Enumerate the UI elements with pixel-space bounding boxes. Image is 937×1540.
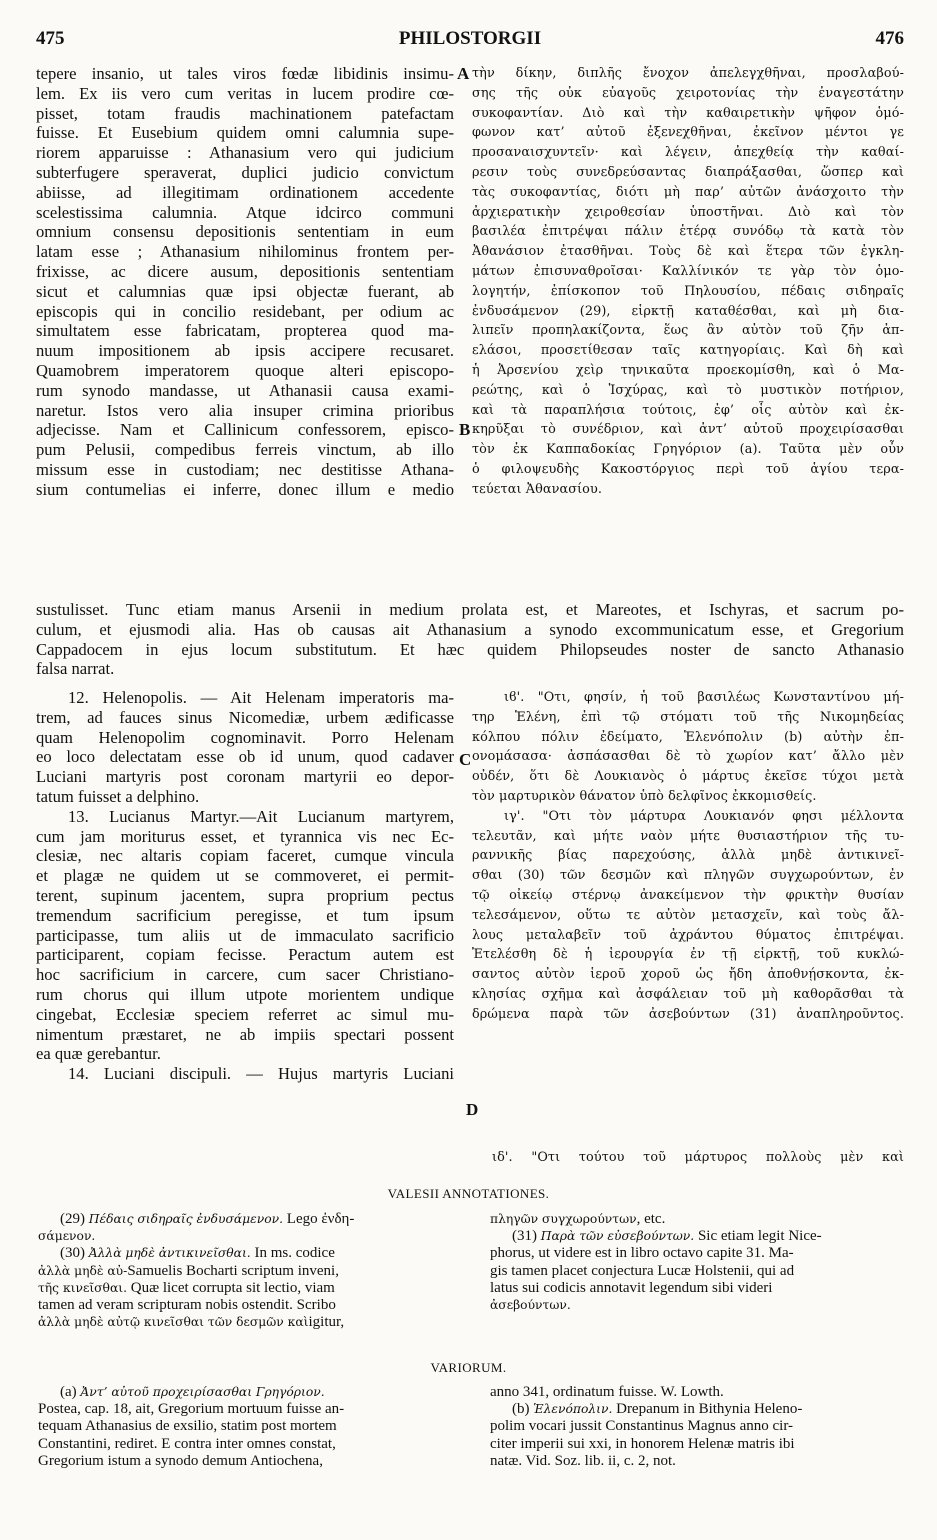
latin-column-mid	[36, 688, 454, 1084]
page-number-right: 476	[875, 28, 904, 49]
greek-column-mid	[472, 688, 904, 1025]
text-line: adjecisse. Nam et Callinicum confessorem, episco-	[36, 420, 454, 440]
text-line: λιπεῖν προπηλακίζοντα, ἕως ἂν αὐτὸν τοῦ ζῆν ἀπ-	[472, 323, 904, 339]
note-text: tamen ad veram scripturam nobis ostendit. Scribo	[38, 1297, 336, 1314]
text-line: cingebat, Ecclesiæ speciem referret ac simul mu-	[36, 1004, 454, 1024]
valesii-heading: VALESII ANNOTATIONES.	[387, 1186, 550, 1201]
text-line: ονομάσασα· ἀσπάσασθαι δὲ τὸ χωρίον κατ’ ἄλλο μὲν	[472, 749, 904, 765]
text-line: ιγ'. "Οτι τὸν μάρτυρα Λουκιανόν φησι μέλλοντα	[504, 808, 904, 824]
note-text: polim vocari jussit Constantinus Magnus anno cir-	[490, 1418, 794, 1435]
text-line: τὸν μαρτυρικὸν θάνατον ὑπὸ δελφῖνος ἐκκομισθείς.	[472, 788, 817, 804]
note-line	[38, 1314, 470, 1331]
note-line	[38, 1384, 470, 1401]
page-number-left: 475	[36, 28, 65, 49]
note-line	[490, 1384, 904, 1401]
note-line	[38, 1228, 470, 1245]
text-line: Ἐτελέσθη δὲ ἡ ἱερουργία ἐν τῇ εἱρκτῇ, τοῦ κυκλώ-	[472, 947, 904, 963]
margin-letter-c: C	[459, 750, 472, 769]
greek-line: ιδ'. "Οτι τούτου τοῦ μάρτυρος πολλοὺς μὲν καὶ	[492, 1150, 904, 1165]
text-line: abiisse, ad illegitimam ordinationem accedente	[36, 182, 454, 202]
text-line: sicut et calumnias quæ ipsi objectæ fuerant, ab	[36, 281, 454, 301]
text-line: Ἀθανάσιον ἐτασθῆναι. Τοὺς δὲ καὶ ἕτερα τῶν ἐγκλη-	[472, 244, 904, 260]
text-line: sustulisset. Tunc etiam manus Arsenii in medium prolata est, et Mareotes, et Ischyras, et sacrum po-	[36, 600, 904, 619]
latin-full-width	[36, 600, 904, 679]
text-line: latam esse ; Athanasium nihilominus frontem per-	[36, 242, 454, 262]
note-line	[38, 1418, 470, 1435]
text-line: scelestissima calumnia. Atque idcirco communi	[36, 202, 454, 222]
text-line: καὶ τὰ παραπλήσια τούτοις, ἐφ’ οἷς αὐτὸν καὶ ἐκ-	[472, 402, 904, 418]
text-line: pisset, totam fraudis machinationem patefactam	[36, 103, 454, 123]
text-line: clesiæ, nec altaris copiam faceret, cumque vincula	[36, 846, 454, 866]
text-line: 14. Luciani discipuli. — Hujus martyris Luciani	[68, 1064, 454, 1084]
note-line	[490, 1228, 904, 1245]
text-line: σης τῆς οὐκ εὐαγοῦς χειροτονίας τὴν ἐναγεστάτην	[472, 85, 904, 101]
text-line: τηρ Ἑλένη, ἐπὶ τῷ στόματι τοῦ τῆς Νικομηδείας	[472, 709, 904, 725]
note-line	[38, 1211, 470, 1228]
note-text: Sic etiam legit Nice-	[694, 1228, 822, 1245]
text-line: naretur. Istos vero alia insuper crimina prioribus	[36, 400, 454, 420]
text-line: culum, et ejusmodi alia. Has ob causas ait Athanasium a synodo excommunicatum esse, et Gregorium	[36, 619, 904, 639]
text-line: et plagæ ne quidem ut se commoveret, ei permit-	[36, 866, 454, 886]
note-line	[490, 1436, 904, 1453]
text-line: tatum fuisset a delphino.	[36, 786, 200, 806]
text-line: rum synodo mandasse, ut Athanasii causa exami-	[36, 380, 454, 400]
note-text: In ms. codice	[250, 1245, 335, 1262]
note-text: citer imperii sui xxi, in honorem Helenæ matris ibi	[490, 1435, 795, 1452]
note-line	[490, 1211, 904, 1228]
text-line: ραννικῆς βίας παρεχούσης, ἀλλὰ μηδὲ ἀντικινεῖ-	[472, 848, 904, 864]
note-text: tequam Athanasius de exsilio, statim post mortem	[38, 1418, 337, 1435]
text-line: κηρῦξαι τὸ συνέδριον, καὶ ἀντ’ αὐτοῦ προχειρίσασθαι	[472, 422, 904, 438]
text-line: eo loco delectatam esse ob id unum, quod cadaver	[36, 747, 454, 767]
note-text: phorus, ut videre est in libro octavo capite 31. Ma-	[490, 1245, 794, 1262]
note-greek: ἀλλὰ μηδὲ αὐτῷ κινεῖσθαι τῶν δεσμῶν καὶ	[38, 1315, 309, 1330]
text-line: participasse, tum aliis ut de immaculato sacrificio	[36, 925, 454, 945]
text-line: tremendum sacrificium peregisse, et tum ipsum	[36, 905, 454, 925]
note-greek: πληγῶν συγχωρούντων	[490, 1212, 637, 1226]
note-number: (29)	[60, 1211, 89, 1227]
text-line: participarent, copiam fecisse. Peractum autem est	[36, 945, 454, 965]
text-line: rum chorus qui illum utpote morientem undique	[36, 984, 454, 1004]
text-line: pum Pelusii, compedibus ferreis vinctum, ab illo	[36, 440, 454, 460]
text-line: episcopis qui in concilio residebant, per odium ac	[36, 301, 454, 321]
margin-letter-d: D	[466, 1100, 479, 1119]
text-line: riorem apparuisse : Athanasium vero qui judicium	[36, 143, 454, 163]
variorum-notes-left	[38, 1384, 470, 1470]
greek-column-top	[472, 64, 904, 500]
note-line	[490, 1263, 904, 1280]
text-line: ea quæ gerebantur.	[36, 1044, 161, 1064]
text-line: κλησίας σχῆμα καὶ ἀσφάλειαν τοῦ μὴ καθορᾶσθαι τὰ	[472, 986, 904, 1002]
text-line: τελεσάμενον, οὕτω τε αὐτὸν μετασχεῖν, καὶ τοὺς ἄλ-	[472, 907, 904, 923]
note-line	[490, 1280, 904, 1297]
note-text: Drepanum in Bithynia Heleno-	[612, 1401, 803, 1418]
text-line: τῷ οἰκείῳ στέρνῳ ἀνακείμενον τὴν φρικτὴν θυσίαν	[472, 887, 904, 903]
note-greek: ἀλλὰ μηδὲ αὐ-	[38, 1263, 128, 1278]
text-line: ἐνδυσάμενον (29), εἱρκτῇ καταθέσθαι, καὶ μὴ δια-	[472, 303, 904, 319]
text-line: τὰς συκοφαντίας, διότι μὴ παρ’ αὐτῶν ἀνάσχοιτο τὴν	[472, 184, 904, 200]
note-number: (31)	[512, 1228, 541, 1245]
note-text: Constantini, rediret. E contra inter omnes constat,	[38, 1435, 336, 1452]
text-line: trem, ad fauces sinus Nicomediæ, urbem ædificasse	[36, 707, 454, 727]
text-line: ἡ Ἀρσενίου χεὶρ τηνικαῦτα προεκομίσθη, καὶ ὁ Μα-	[472, 362, 904, 378]
text-line: Luciani martyris post coronam martyrii eo depor-	[36, 767, 454, 787]
text-line: terent, supinum jacentem, supra proprium pectus	[36, 885, 454, 905]
text-line: προσαναισχυντεῖν· καὶ λέγειν, ἀπεχθείᾳ τὴν καθαί-	[472, 145, 904, 161]
text-line: quam Helenopolim cognominavit. Porro Helenam	[36, 727, 454, 747]
text-line: λους μεταλαβεῖν τοῦ ἀχράντου θύματος ἐπιτρέψαι.	[472, 927, 904, 943]
note-greek: Πέδαις σιδηραῖς ἐνδυσάμενον.	[88, 1212, 284, 1226]
text-line: omnium consensu depositionis sententiam in eum	[36, 222, 454, 242]
note-line	[38, 1436, 470, 1453]
note-number: (30)	[60, 1245, 89, 1262]
text-line: ρεώτης, καὶ ὁ Ἰσχύρας, καὶ τὸ μυστικὸν ποτήριον,	[472, 382, 904, 398]
text-line: συκοφαντίαν. Διὸ καὶ τὴν καθαιρετικὴν ψῆφον ὁμό-	[472, 105, 904, 121]
note-text: anno 341, ordinatum fuisse. W. Lowth.	[490, 1384, 724, 1400]
text-line: 12. Helenopolis. — Ait Helenam imperatoris ma-	[68, 688, 454, 707]
text-line: fuisse. Et Eusebium quidem omni calumnia supe-	[36, 123, 454, 143]
text-line: 13. Lucianus Martyr.—Ait Lucianum martyrem,	[68, 806, 454, 826]
text-line: Quamobrem imperatorem quoque alteri episcopo-	[36, 360, 454, 380]
valesii-notes-left	[38, 1211, 470, 1331]
note-line	[490, 1297, 904, 1314]
text-line: Cappadocem in ejus locum substitutum. Et hæc quidem Philopseudes noster de sancto Athanasio	[36, 639, 904, 659]
text-line: nimentum præstaret, ne ab impiis spectari possent	[36, 1024, 454, 1044]
text-line: falsa narrat.	[36, 659, 115, 679]
text-line: τεύεται Ἀθανασίου.	[472, 481, 603, 497]
note-text: igitur,	[308, 1314, 345, 1331]
text-line: ελάσοι, προσετίθεσαν ταῖς κατηγορίαις. Καὶ δὴ καὶ	[472, 343, 904, 359]
note-text: gis tamen placet conjectura Lucæ Holstenii, qui ad	[490, 1262, 795, 1279]
note-line	[490, 1418, 904, 1435]
text-line: οὐδέν, ὅτι δὲ Λουκιανὸς ὁ μάρτυς ἐκεῖσε τύχοι μετὰ	[472, 769, 904, 785]
note-line	[38, 1401, 470, 1418]
note-greek: Ἀντ’ αὐτοῦ προχειρίσασθαι Γρηγόριον.	[80, 1385, 325, 1399]
margin-letter-a: A	[457, 64, 470, 83]
text-line: μάτων ἐπισυναθροῖσαι· Καλλίνικόν τε γὰρ τὸν ὁμο-	[472, 263, 904, 279]
note-line	[490, 1245, 904, 1262]
text-line: κόλπου πόλιν ἐδείματο, Ἑλενόπολιν (b) αὐτὴν ἐπ-	[472, 729, 904, 745]
note-number: (a)	[60, 1384, 81, 1400]
running-header	[36, 28, 904, 52]
note-greek: Ἀλλὰ μηδὲ ἀντικινεῖσθαι.	[88, 1246, 251, 1261]
text-line: τελευτᾶν, καὶ μήτε ναὸν μήτε θυσιαστήριον τῆς τυ-	[472, 828, 904, 844]
note-greek: σάμενον.	[38, 1229, 96, 1244]
note-line	[38, 1245, 470, 1262]
note-line	[490, 1401, 904, 1418]
text-line: simultatem esse fabricatam, propterea quod ma-	[36, 321, 454, 341]
text-line: σθαι (30) τῶν δεσμῶν καὶ πληγῶν συγχωρούντων, ἐν	[472, 868, 904, 884]
text-line: tepere insanio, ut tales viros fœdæ libidinis insimu-	[36, 64, 454, 83]
text-line: ὁ φιλοψευδὴς Κακοστόργιος περὶ τοῦ ἁγίου τερα-	[472, 461, 904, 477]
note-number: (b)	[512, 1401, 534, 1418]
text-line: τὴν δίκην, διπλῆς ἔνοχον ἀπελεγχθῆναι, προσλαβού-	[472, 66, 904, 81]
latin-column-top	[36, 64, 454, 500]
note-text: Gregorium istum a synodo demum Antiochena,	[38, 1452, 323, 1469]
variorum-notes-right	[490, 1384, 904, 1470]
note-greek: Παρὰ τῶν εὐσεβούντων.	[540, 1229, 695, 1244]
text-line: ιϐ'. "Οτι, φησίν, ἡ τοῦ βασιλέως Κωνσταντίνου μή-	[504, 690, 904, 705]
note-greek: Ἑλενόπολιν.	[533, 1402, 613, 1417]
text-line: sium contumelias ei inferre, donec illum e medio	[36, 479, 454, 499]
text-line: βασιλέα ἐπιτρέψαι πάλιν ἑτέρᾳ συνόδῳ τὰ κατὰ τὸν	[472, 224, 904, 240]
note-text: Postea, cap. 18, ait, Gregorium mortuum fuisse an-	[38, 1401, 345, 1418]
note-greek: τῆς κινεῖσθαι.	[38, 1280, 127, 1295]
text-line: τὸν ἐκ Καππαδοκίας Γρηγόριον (a). Ταῦτα μὲν οὖν	[472, 442, 904, 458]
text-line: φωνον κατ’ αὐτοῦ ἐξενεχθῆναι, ἐκεῖνον μέντοι γε	[472, 125, 904, 141]
running-title: PHILOSTORGII	[398, 28, 542, 49]
note-text: Samuelis Bocharti scriptum inveni,	[127, 1262, 339, 1279]
note-line	[38, 1263, 470, 1280]
note-text: , etc.	[636, 1211, 666, 1227]
text-line: ρεσιν τοὺς συνεδρεύσαντας διαπράξασθαι, ὥσπερ καὶ	[472, 164, 904, 180]
text-line: λογητήν, ἐπίσκοπον τοῦ Πηλουσίου, πέδαις σιδηραῖς	[472, 283, 904, 299]
text-line: cum jam moriturus esset, et tyrannica vis nec Ec-	[36, 826, 454, 846]
text-line: nuum impositionem ab ipsis accipere recusaret.	[36, 341, 454, 361]
note-greek: ἀσεβούντων.	[490, 1298, 571, 1313]
text-line: σαντος αὐτὸν ἱεροῦ χοροῦ ὡς ἤδη ἀποθνῄσκοντα, ἐκ-	[472, 967, 904, 983]
text-line: missum esse in custodiam; nec destitisse Athana-	[36, 459, 454, 479]
text-line: frixisse, ac dicere ausum, depositionis sententiam	[36, 261, 454, 281]
valesii-notes-right	[490, 1211, 904, 1314]
text-line: ἀρχιερατικὴν χειροθεσίαν ὑποστῆναι. Διὸ καὶ τὸν	[472, 204, 904, 220]
note-text: Quæ licet corrupta sit lectio, viam	[126, 1279, 335, 1296]
note-line	[38, 1297, 470, 1314]
note-text: natæ. Vid. Soz. lib. ii, c. 2, not.	[490, 1452, 676, 1469]
note-line	[490, 1453, 904, 1470]
note-line	[38, 1453, 470, 1470]
note-text: latus sui codicis annotavit legendum sibi videri	[490, 1279, 773, 1296]
greek-last-line	[472, 1148, 904, 1168]
margin-letter-b: B	[459, 420, 471, 439]
text-line: hoc sacrificium in carcere, cum sacer Christiano-	[36, 965, 454, 985]
text-line: lem. Ex iis vero cum veritas in lucem prodire cœ-	[36, 83, 454, 103]
text-line: subterfugere speraverat, duplici judicio convictum	[36, 162, 454, 182]
text-line: δρώμενα παρὰ τῶν ἀσεβούντων (31) ἀναπληροῦντος.	[472, 1006, 904, 1022]
note-line	[38, 1280, 470, 1297]
note-text: Lego ἐνδη-	[283, 1211, 355, 1227]
variorum-heading: VARIORUM.	[430, 1360, 507, 1375]
